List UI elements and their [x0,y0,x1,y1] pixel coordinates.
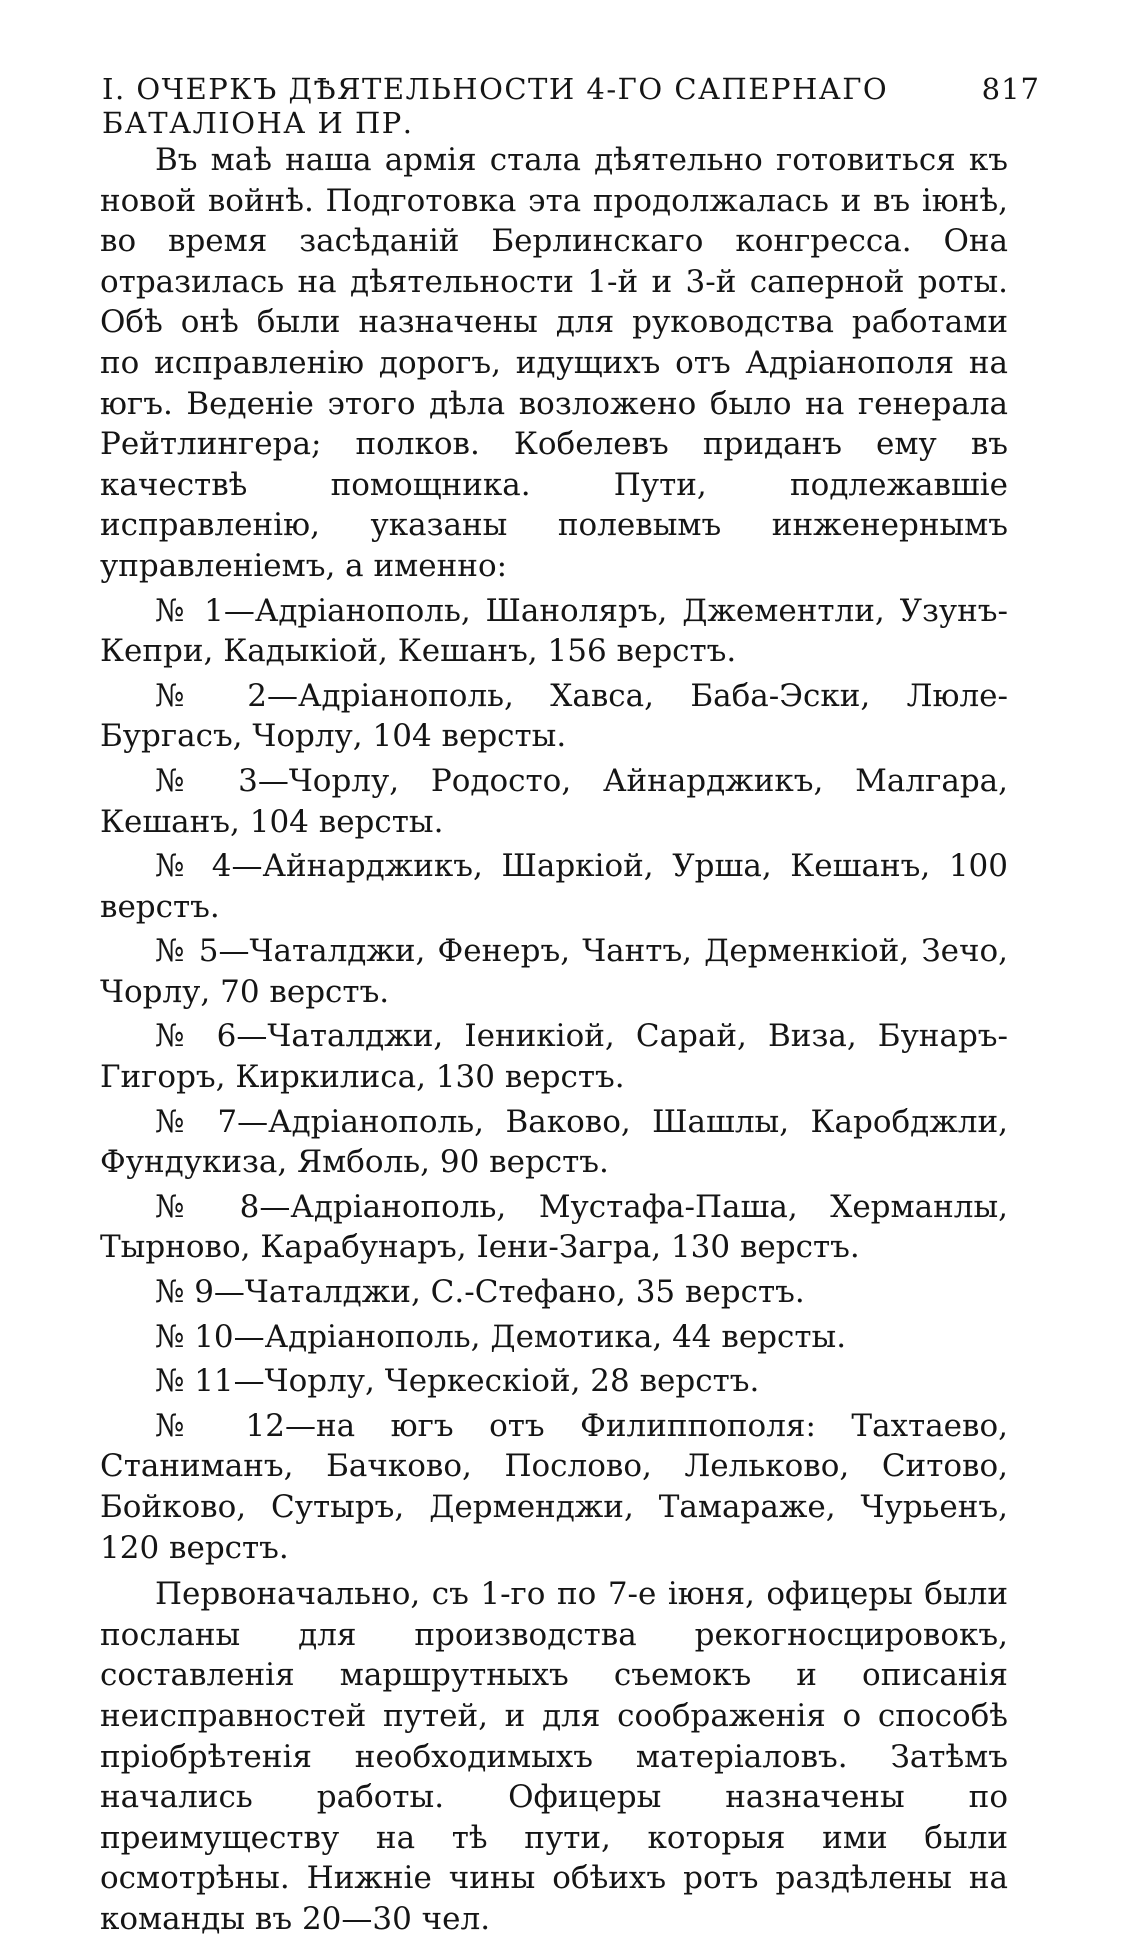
route-item-9: № 9—Чаталджи, С.-Стефано, 35 верстъ. [155,1274,805,1311]
route-item-6: № 6—Чаталджи, Іеникіой, Сарай, Виза, Бунаръ-Гигоръ, Киркилиса, 130 верстъ. [100,1018,1008,1096]
route-item-5: № 5—Чаталджи, Фенеръ, Чантъ, Дерменкіой, Зечо, Чорлу, 70 верстъ. [100,933,1008,1010]
route-item-1: № 1—Адріанополь, Шаноляръ, Джементли, Узунъ-Кепри, Кадыкіой, Кешанъ, 156 верстъ. [100,592,1008,670]
route-item-8: № 8—Адріанополь, Мустафа-Паша, Херманлы, Тырново, Карабунаръ, Іени-Загра, 130 верстъ. [100,1188,1008,1266]
route-item-12: № 12—на югъ отъ Филиппополя: Тахтаево, Станиманъ, Бачково, Послово, Лельково, Ситово, Бойково, Сутыръ, Дерменджи, Тамараже, Чурьенъ, 120 верстъ. [100,1407,1008,1566]
body-text [100,140,1008,1940]
route-item-2: № 2—Адріанополь, Хавса, Баба-Эски, Люле-Бургасъ, Чорлу, 104 версты. [100,677,1008,755]
route-item-4: № 4—Айнарджикъ, Шаркіой, Урша, Кешанъ, 100 верстъ. [100,848,1008,925]
running-title: I. ОЧЕРКЪ ДѢЯТЕЛЬНОСТИ 4-ГО САПЕРНАГО БАТАЛІОНА И ПР. [102,72,889,140]
route-item-3: № 3—Чорлу, Родосто, Айнарджикъ, Малгара, Кешанъ, 104 версты. [100,762,1008,840]
page-number: 817 [981,72,1040,106]
route-item-11: № 11—Чорлу, Черкескіой, 28 верстъ. [155,1363,760,1400]
intro-paragraph: Въ маѣ наша армія стала дѣятельно готовиться къ новой войнѣ. Подготовка эта продолжалась и въ іюнѣ, во время засѣданій Берлинскаго конгресса. Она отразилась на дѣятельности 1-й и 3-й саперной роты. Обѣ онѣ были назначены для руководства работами по исправленію дорогъ, идущихъ отъ Адріанополя на югъ. Веденіе этого дѣла возложено было на генерала Рейтлингера; полков. Кобелевъ приданъ ему въ качествѣ помощника. Пути, подлежавшіе исправленію, указаны полевымъ инженернымъ управленіемъ, а именно: [100,142,1008,584]
page-header [102,72,1040,140]
route-item-7: № 7—Адріанополь, Ваково, Шашлы, Каробджли, Фундукиза, Ямболь, 90 верстъ. [100,1103,1008,1181]
route-item-10: № 10—Адріанополь, Демотика, 44 версты. [155,1318,847,1355]
closing-paragraph: Первоначально, съ 1-го по 7-е іюня, офицеры были посланы для производства рекогносцировокъ, составленія маршрутныхъ съемокъ и описанія неисправностей путей, и для соображенія о способѣ пріобрѣтенія необходимыхъ матеріаловъ. Затѣмъ начались работы. Офицеры назначены по преимуществу на тѣ пути, которыя ими были осмотрѣны. Нижніе чины обѣихъ ротъ раздѣлены на команды въ 20—30 чел. [100,1576,1008,1937]
